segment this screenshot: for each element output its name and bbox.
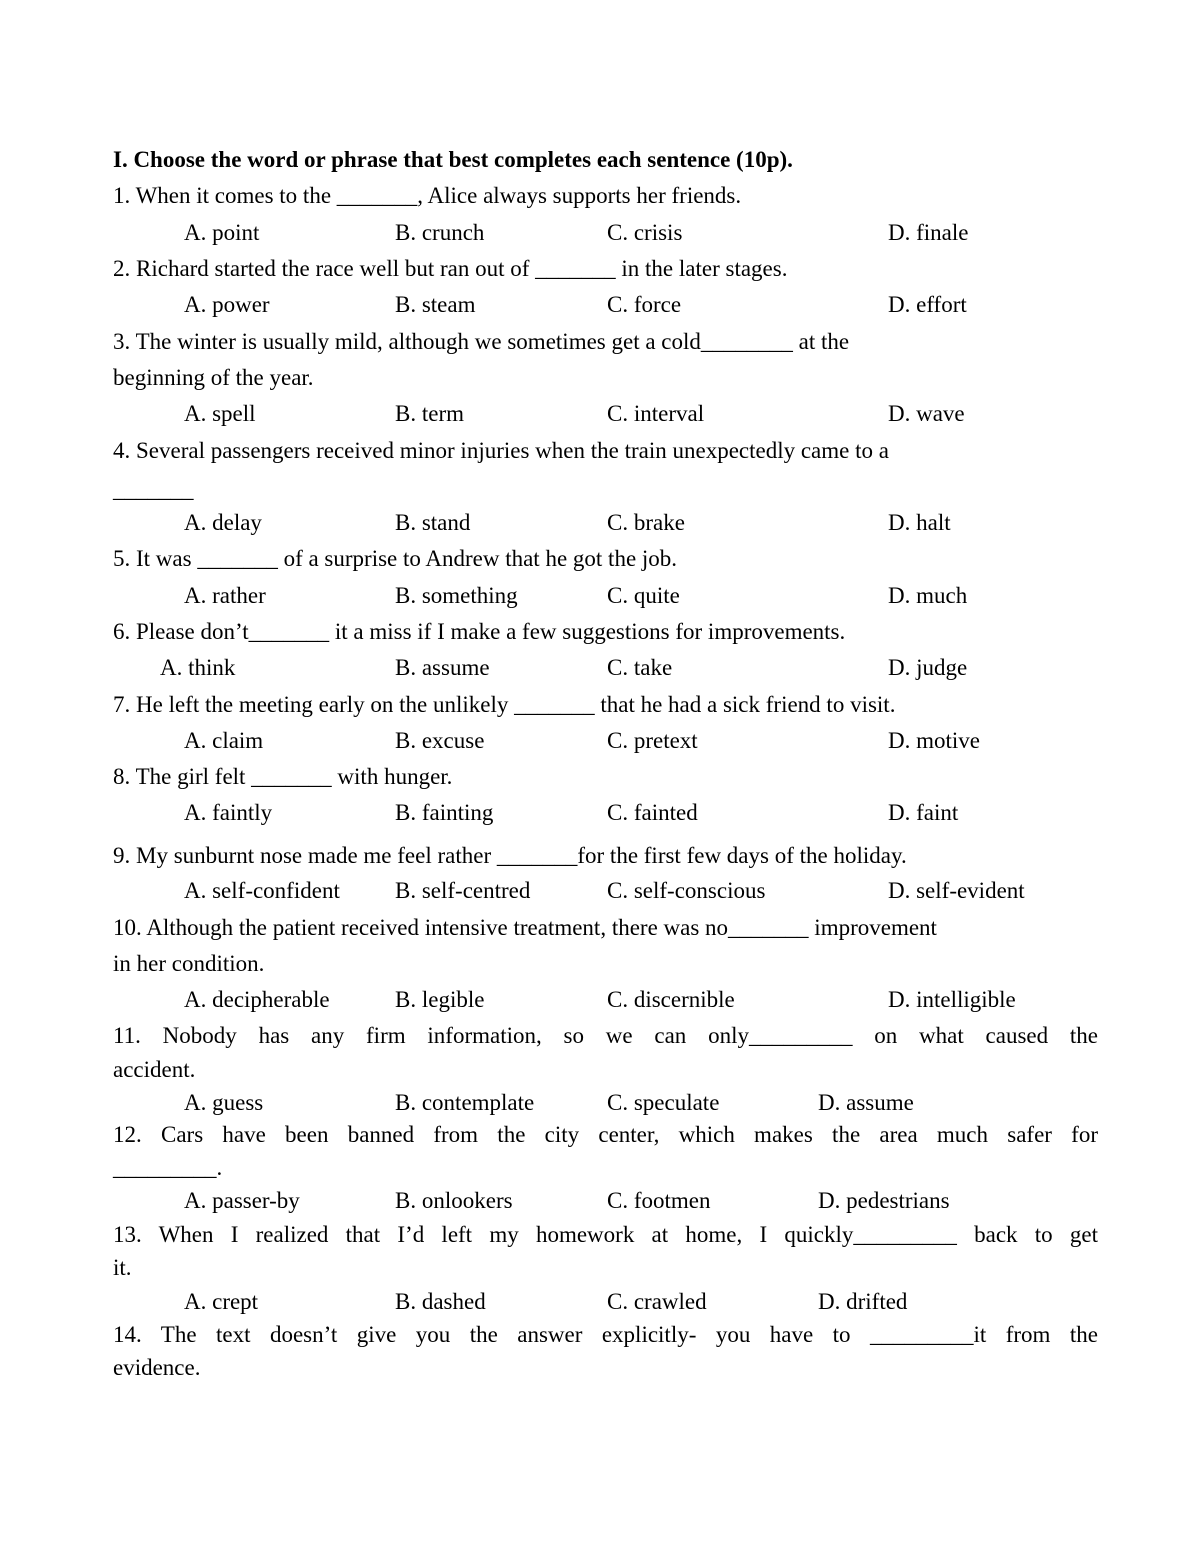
q10-option-c: C. discernible: [607, 987, 735, 1012]
q13-option-c: C. crawled: [607, 1289, 707, 1314]
q9-option-b: B. self-centred: [395, 878, 531, 903]
q5-option-a: A. rather: [184, 583, 266, 608]
question-13-text-cont: it.: [113, 1255, 132, 1280]
q2-option-d: D. effort: [888, 292, 967, 317]
q7-option-b: B. excuse: [395, 728, 485, 753]
q9-option-a: A. self-confident: [184, 878, 340, 903]
question-12-text: 12. Cars have been banned from the city center, which makes the area much safer for: [113, 1122, 1098, 1147]
q13-option-a: A. crept: [184, 1289, 259, 1314]
question-11-text: 11. Nobody has any firm information, so we can only_________ on what caused the: [113, 1023, 1098, 1048]
q12-option-d: D. pedestrians: [818, 1188, 950, 1213]
question-13-text: 13. When I realized that I’d left my homework at home, I quickly_________ back to get: [113, 1222, 1098, 1247]
q8-option-b: B. fainting: [395, 800, 494, 825]
q6-option-a: A. think: [160, 655, 236, 680]
q1-option-b: B. crunch: [395, 220, 485, 245]
question-3-text-cont: beginning of the year.: [113, 365, 314, 390]
q2-option-c: C. force: [607, 292, 682, 317]
q10-option-b: B. legible: [395, 987, 485, 1012]
q10-option-d: D. intelligible: [888, 987, 1016, 1012]
q8-option-a: A. faintly: [184, 800, 273, 825]
q11-option-d: D. assume: [818, 1090, 914, 1115]
section-heading: I. Choose the word or phrase that best completes each sentence (10p).: [113, 147, 793, 172]
question-7-text: 7. He left the meeting early on the unlikely _______ that he had a sick friend to visit.: [113, 692, 896, 717]
q8-option-c: C. fainted: [607, 800, 698, 825]
q3-option-d: D. wave: [888, 401, 965, 426]
q4-option-a: A. delay: [184, 510, 262, 535]
question-10-text-cont: in her condition.: [113, 951, 265, 976]
question-4-text-cont: _______: [113, 477, 194, 502]
q13-option-d: D. drifted: [818, 1289, 908, 1314]
q9-option-c: C. self-conscious: [607, 878, 766, 903]
question-2-text: 2. Richard started the race well but ran out of _______ in the later stages.: [113, 256, 788, 281]
q6-option-d: D. judge: [888, 655, 968, 680]
q8-option-d: D. faint: [888, 800, 959, 825]
q9-option-d: D. self-evident: [888, 878, 1025, 903]
q6-option-b: B. assume: [395, 655, 490, 680]
q5-option-b: B. something: [395, 583, 518, 608]
q7-option-c: C. pretext: [607, 728, 698, 753]
q2-option-b: B. steam: [395, 292, 476, 317]
q12-option-c: C. footmen: [607, 1188, 711, 1213]
q7-option-d: D. motive: [888, 728, 980, 753]
q1-option-c: C. crisis: [607, 220, 683, 245]
question-12-text-cont: _________.: [113, 1155, 223, 1180]
q11-option-a: A. guess: [184, 1090, 264, 1115]
question-11-text-cont: accident.: [113, 1057, 196, 1082]
q11-option-c: C. speculate: [607, 1090, 720, 1115]
question-6-text: 6. Please don’t_______ it a miss if I make a few suggestions for improvements.: [113, 619, 846, 644]
q5-option-c: C. quite: [607, 583, 680, 608]
question-10-text: 10. Although the patient received intensive treatment, there was no_______ improvement: [113, 915, 937, 940]
q4-option-c: C. brake: [607, 510, 685, 535]
q6-option-c: C. take: [607, 655, 673, 680]
question-1-text: 1. When it comes to the _______, Alice always supports her friends.: [113, 183, 742, 208]
question-5-text: 5. It was _______ of a surprise to Andrew that he got the job.: [113, 546, 678, 571]
q10-option-a: A. decipherable: [184, 987, 330, 1012]
q7-option-a: A. claim: [184, 728, 264, 753]
q3-option-b: B. term: [395, 401, 464, 426]
question-14-text-cont: evidence.: [113, 1355, 201, 1380]
q4-option-d: D. halt: [888, 510, 951, 535]
question-3-text: 3. The winter is usually mild, although we sometimes get a cold________ at the: [113, 329, 850, 354]
q11-option-b: B. contemplate: [395, 1090, 535, 1115]
q12-option-a: A. passer-by: [184, 1188, 300, 1213]
q12-option-b: B. onlookers: [395, 1188, 513, 1213]
question-9-text: 9. My sunburnt nose made me feel rather _______for the first few days of the holiday.: [113, 843, 907, 868]
q1-option-d: D. finale: [888, 220, 969, 245]
q4-option-b: B. stand: [395, 510, 471, 535]
q1-option-a: A. point: [184, 220, 260, 245]
q3-option-c: C. interval: [607, 401, 705, 426]
q13-option-b: B. dashed: [395, 1289, 486, 1314]
question-14-text: 14. The text doesn’t give you the answer explicitly- you have to _________it from the: [113, 1322, 1098, 1347]
q5-option-d: D. much: [888, 583, 968, 608]
q2-option-a: A. power: [184, 292, 270, 317]
question-4-text: 4. Several passengers received minor injuries when the train unexpectedly came to a: [113, 438, 889, 463]
q3-option-a: A. spell: [184, 401, 256, 426]
question-8-text: 8. The girl felt _______ with hunger.: [113, 764, 453, 789]
